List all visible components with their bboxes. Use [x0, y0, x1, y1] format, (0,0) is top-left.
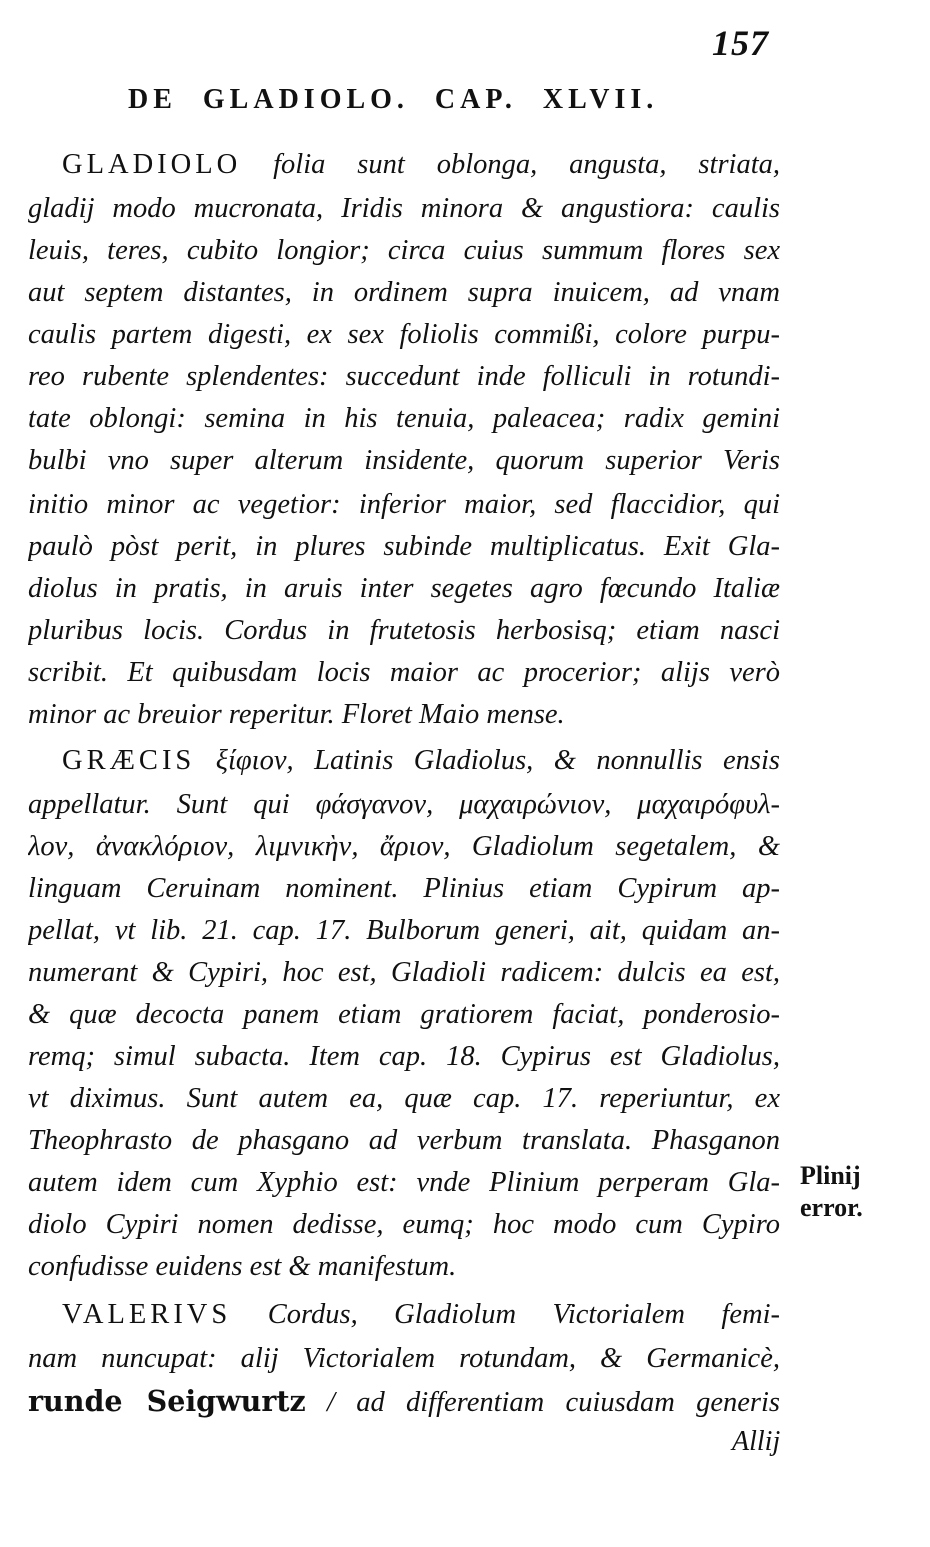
text-span: Cordus, Gladiolum Victorialem femi- [267, 1299, 780, 1330]
text-line: pellat, vt lib. 21. cap. 17. Bulborum generi, ait, quidam an- [28, 915, 780, 946]
text-line: leuis, teres, cubito longior; circa cuius summum flores sex [28, 235, 780, 266]
text-line: tate oblongi: semina in his tenuia, paleacea; radix gemini [28, 403, 780, 434]
text-line [62, 1296, 780, 1334]
text-span: / ad differentiam cuiusdam generis [327, 1387, 780, 1418]
text-line: diolo Cypiri nomen dedisse, eumq; hoc modo cum Cypiro [28, 1209, 780, 1240]
text-line: minor ac breuior reperitur. Floret Maio mense. [28, 699, 565, 730]
text-line: & quæ decocta panem etiam gratiorem faciat, ponderosio- [28, 999, 780, 1030]
text-line: scribit. Et quibusdam locis maior ac procerior; alijs verò [28, 657, 780, 688]
text-line: confudisse euidens est & manifestum. [28, 1251, 457, 1282]
text-line: Theophrasto de phasgano ad verbum translata. Phasganon [28, 1125, 780, 1156]
text-line: λον, ἀνακλόριον, λιμνικὴν, ἄριον, Gladiolum segetalem, & [28, 831, 780, 862]
margin-note: Plinij error. [800, 1161, 863, 1222]
text-line [62, 742, 780, 780]
page-number: 157 [712, 23, 769, 63]
text-line: remq; simul subacta. Item cap. 18. Cypirus est Gladiolus, [28, 1041, 780, 1072]
text-line: aut septem distantes, in ordinem supra inuicem, ad vnam [28, 277, 780, 308]
text-line: pluribus locis. Cordus in frutetosis herbosisq; etiam nasci [28, 615, 780, 646]
text-line: caulis partem digesti, ex sex foliolis commißi, colore purpu- [28, 319, 780, 350]
text-line: gladij modo mucronata, Iridis minora & angustiora: caulis [28, 193, 780, 224]
text-line: autem idem cum Xyphio est: vnde Plinium perperam Gla- [28, 1167, 780, 1198]
text-line: nam nuncupat: alij Victorialem rotundam, & Germanicè, [28, 1343, 780, 1374]
running-header: DE GLADIOLO. CAP. XLVII. [128, 84, 659, 115]
text-span: folia sunt oblonga, angusta, striata, [273, 149, 780, 180]
text-line: diolus in pratis, in aruis inter segetes agro fœcundo Italiæ [28, 573, 780, 604]
text-line: numerant & Cypiri, hoc est, Gladioli radicem: dulcis ea est, [28, 957, 780, 988]
blackletter-text: runde Seigwurtz [28, 1384, 306, 1418]
catchword: Allij [732, 1426, 781, 1457]
text-line: paulò pòst perit, in plures subinde multiplicatus. Exit Gla- [28, 531, 780, 562]
text-line [62, 146, 780, 184]
text-line: vt diximus. Sunt autem ea, quæ cap. 17. reperiuntur, ex [28, 1083, 780, 1114]
text-line [28, 1382, 780, 1422]
lead-word: GLADIOLO [62, 149, 242, 180]
text-span: ξίφιον, Latinis Gladiolus, & nonnullis ensis [215, 745, 780, 776]
text-line: reo rubente splendentes: succedunt inde folliculi in rotundi- [28, 361, 780, 392]
text-line: linguam Ceruinam nominent. Plinius etiam Cypirum ap- [28, 873, 780, 904]
lead-word: VALERIVS [62, 1299, 232, 1330]
text-line: initio minor ac vegetior: inferior maior, sed flaccidior, qui [28, 489, 780, 520]
text-line: appellatur. Sunt qui φάσγανον, μαχαιρώνιον, μαχαιρόφυλ- [28, 789, 780, 820]
text-line: bulbi vno super alterum insidente, quorum superior Veris [28, 445, 780, 476]
lead-word: GRÆCIS [62, 745, 196, 776]
